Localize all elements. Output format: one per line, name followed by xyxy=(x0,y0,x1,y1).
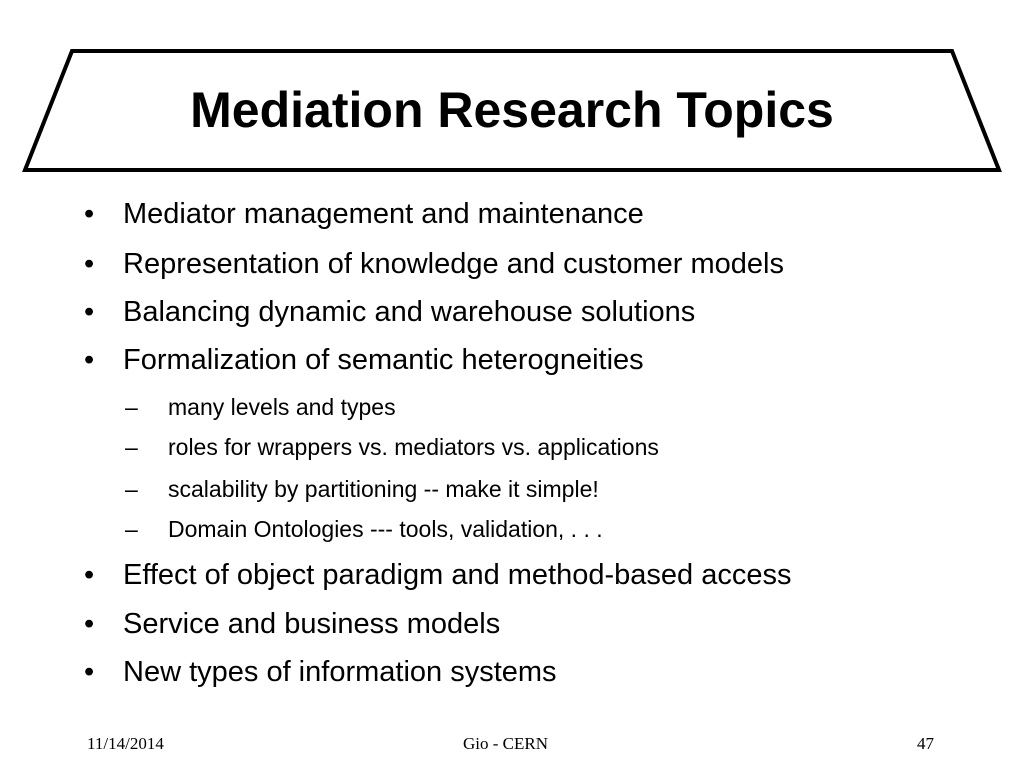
bullet-item xyxy=(84,246,784,282)
bullet-item xyxy=(84,606,500,642)
bullet-text: Representation of knowledge and customer models xyxy=(123,248,784,280)
sub-bullet-text: roles for wrappers vs. mediators vs. applications xyxy=(168,434,659,460)
sub-bullet-text: many levels and types xyxy=(168,394,396,420)
bullet-item xyxy=(84,557,791,593)
sub-bullet-item xyxy=(125,514,603,544)
bullet-text: Mediator management and maintenance xyxy=(123,198,644,230)
sub-bullet-text: scalability by partitioning -- make it simple! xyxy=(168,476,599,502)
bullet-text: New types of information systems xyxy=(123,656,557,688)
bullet-text: Balancing dynamic and warehouse solutions xyxy=(123,296,696,328)
sub-bullet-item xyxy=(125,474,599,504)
footer-page-number: 47 xyxy=(917,734,934,753)
sub-bullet-text: Domain Ontologies --- tools, validation, . . . xyxy=(168,516,603,542)
bullet-marker: • xyxy=(84,559,95,591)
bullet-marker: • xyxy=(84,656,95,688)
bullet-item xyxy=(84,294,695,330)
bullet-marker: • xyxy=(84,198,95,230)
bullet-text: Service and business models xyxy=(123,608,501,640)
sub-bullet-marker: – xyxy=(125,394,138,420)
bullet-marker: • xyxy=(84,344,95,376)
footer-date: 11/14/2014 xyxy=(87,734,164,753)
bullet-item xyxy=(84,196,644,232)
sub-bullet-marker: – xyxy=(125,476,138,502)
bullet-marker: • xyxy=(84,296,95,328)
sub-bullet-marker: – xyxy=(125,434,138,460)
bullet-item xyxy=(84,654,557,690)
sub-bullet-item xyxy=(125,392,396,422)
bullet-text: Effect of object paradigm and method-based access xyxy=(123,559,792,591)
footer-presenter: Gio - CERN xyxy=(463,734,548,753)
sub-bullet-marker: – xyxy=(125,516,138,542)
bullet-marker: • xyxy=(84,248,95,280)
bullet-text: Formalization of semantic heterogneities xyxy=(123,344,644,376)
bullet-marker: • xyxy=(84,608,95,640)
sub-bullet-item xyxy=(125,432,659,462)
slide-title: Mediation Research Topics xyxy=(190,82,834,138)
bullet-item xyxy=(84,342,644,378)
